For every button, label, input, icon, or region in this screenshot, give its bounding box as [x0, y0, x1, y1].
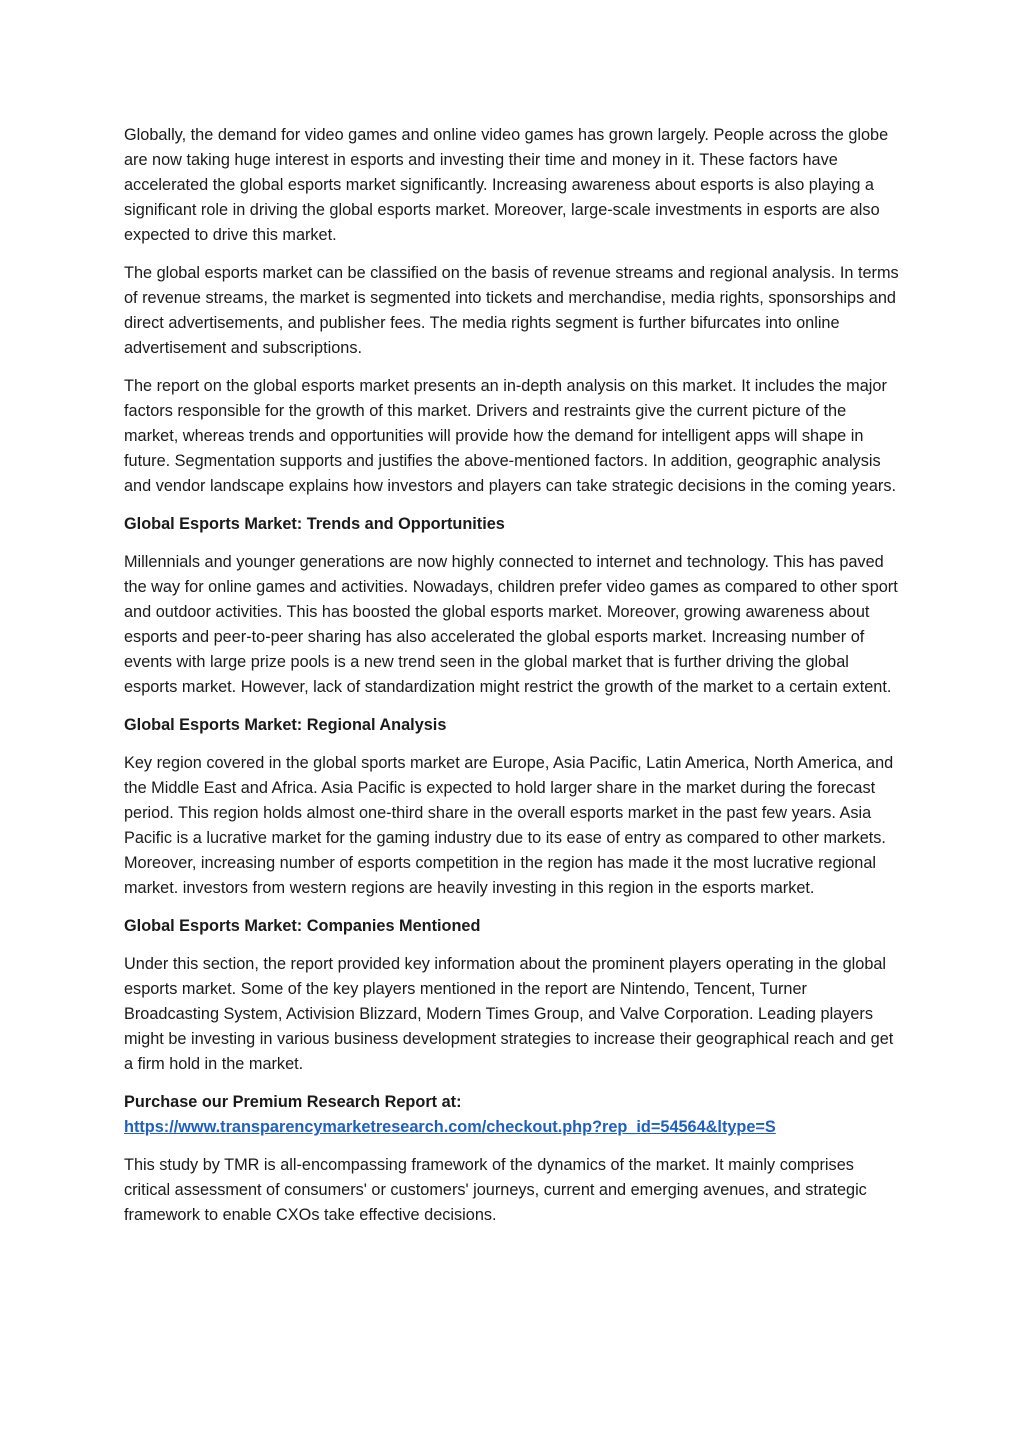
purchase-label: Purchase our Premium Research Report at: [124, 1093, 462, 1111]
purchase-section [124, 1090, 899, 1140]
document-page [124, 123, 899, 1241]
classification-paragraph: The global esports market can be classified on the basis of revenue streams and regional analysis. In terms of revenue streams, the market is segmented into tickets and merchandise, media rights, sponsorships and direct advertisements, and publisher fees. The media rights segment is further bifurcates into online advertisement and subscriptions. [124, 264, 899, 357]
trends-heading: Global Esports Market: Trends and Opportunities [124, 515, 505, 533]
companies-paragraph: Under this section, the report provided key information about the prominent players operating in the global esports market. Some of the key players mentioned in the report are Nintendo, Tencent, Turner Broadcasting System, Activision Blizzard, Modern Times Group, and Valve Corporation. Leading players might be investing in various business development strategies to increase their geographical reach and get a firm hold in the market. [124, 955, 894, 1073]
trends-paragraph: Millennials and younger generations are now highly connected to internet and technology. This has paved the way for online games and activities. Nowadays, children prefer video games as compared to other sport and outdoor activities. This has boosted the global esports market. Moreover, growing awareness about esports and peer-to-peer sharing has also accelerated the global esports market. Increasing number of events with large prize pools is a new trend seen in the global market that is further driving the global esports market. However, lack of standardization might restrict the growth of the market to a certain extent. [124, 553, 898, 696]
regional-heading: Global Esports Market: Regional Analysis [124, 716, 447, 734]
regional-paragraph: Key region covered in the global sports market are Europe, Asia Pacific, Latin America, North America, and the Middle East and Africa. Asia Pacific is expected to hold larger share in the market during the forecast period. This region holds almost one-third share in the overall esports market in the past few years. Asia Pacific is a lucrative market for the gaming industry due to its ease of entry as compared to other markets. Moreover, increasing number of esports competition in the region has made it the most lucrative regional market. investors from western regions are heavily investing in this region in the esports market. [124, 754, 894, 897]
purchase-link[interactable]: https://www.transparencymarketresearch.com/checkout.php?rep_id=54564&ltype=S [124, 1118, 776, 1136]
companies-heading: Global Esports Market: Companies Mentioned [124, 917, 481, 935]
report-overview-paragraph: The report on the global esports market presents an in-depth analysis on this market. It includes the major factors responsible for the growth of this market. Drivers and restraints give the current picture of the market, whereas trends and opportunities will provide how the demand for intelligent apps will shape in future. Segmentation supports and justifies the above-mentioned factors. In addition, geographic analysis and vendor landscape explains how investors and players can take strategic decisions in the coming years. [124, 377, 896, 495]
closing-paragraph: This study by TMR is all-encompassing framework of the dynamics of the market. It mainly comprises critical assessment of consumers' or customers' journeys, current and emerging avenues, and strategic framework to enable CXOs take effective decisions. [124, 1156, 867, 1224]
intro-paragraph: Globally, the demand for video games and online video games has grown largely. People across the globe are now taking huge interest in esports and investing their time and money in it. These factors have accelerated the global esports market significantly. Increasing awareness about esports is also playing a significant role in driving the global esports market. Moreover, large-scale investments in esports are also expected to drive this market. [124, 126, 889, 244]
